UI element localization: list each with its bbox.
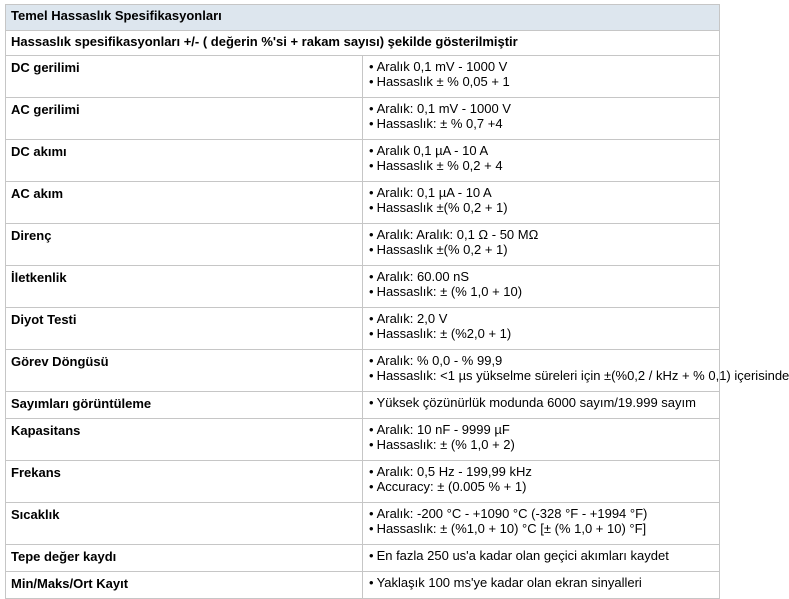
title-row — [6, 5, 720, 31]
spec-value — [363, 392, 720, 419]
spec-value-line: • En fazla 250 us'a kadar olan geçici akımları kaydet — [369, 548, 714, 563]
spec-value-line: • Aralık: 10 nF - 9999 µF — [369, 422, 714, 437]
spec-table — [5, 4, 789, 599]
spec-value — [363, 56, 720, 98]
table-row — [6, 266, 720, 308]
table-row — [6, 140, 720, 182]
spec-value — [363, 182, 720, 224]
table-row — [6, 461, 720, 503]
spec-label: Direnç — [6, 224, 363, 266]
spec-value-line: • Aralık: -200 °C - +1090 °C (-328 °F - +1994 °F) — [369, 506, 714, 521]
spec-value — [363, 419, 720, 461]
spec-label: DC akımı — [6, 140, 363, 182]
spec-value-line: • Aralık: 0,5 Hz - 199,99 kHz — [369, 464, 714, 479]
spec-value-line: • Aralık 0,1 µA - 10 A — [369, 143, 714, 158]
spec-label: AC gerilimi — [6, 98, 363, 140]
table-title: Temel Hassaslık Spesifikasyonları — [6, 5, 720, 31]
spec-value-line: • Aralık: Aralık: 0,1 Ω - 50 MΩ — [369, 227, 714, 242]
spec-label: Frekans — [6, 461, 363, 503]
spec-value-line: • Yüksek çözünürlük modunda 6000 sayım/19.999 sayım — [369, 395, 714, 410]
spec-value-line: • Hassaslık: <1 µs yükselme süreleri için ±(%0,2 / kHz + % 0,1) içerisinde — [369, 368, 714, 383]
spec-value-line: • Aralık: 0,1 µA - 10 A — [369, 185, 714, 200]
spec-label: Kapasitans — [6, 419, 363, 461]
spec-label: Diyot Testi — [6, 308, 363, 350]
spec-label: Min/Maks/Ort Kayıt — [6, 572, 363, 599]
spec-value-line: • Aralık: 2,0 V — [369, 311, 714, 326]
spec-value — [363, 572, 720, 599]
spec-value — [363, 350, 789, 392]
spec-label: DC gerilimi — [6, 56, 363, 98]
spec-value-line: • Hassaslık: ± (%2,0 + 1) — [369, 326, 714, 341]
spec-value-line: • Accuracy: ± (0.005 % + 1) — [369, 479, 714, 494]
spec-label: İletkenlik — [6, 266, 363, 308]
table-row — [6, 224, 720, 266]
spec-label: Sayımları görüntüleme — [6, 392, 363, 419]
spec-label: Tepe değer kaydı — [6, 545, 363, 572]
spec-label: Sıcaklık — [6, 503, 363, 545]
table-row — [6, 56, 720, 98]
spec-value — [363, 308, 720, 350]
table-subtitle: Hassaslık spesifikasyonları +/- ( değerin %'si + rakam sayısı) şekilde gösterilmiştir — [6, 31, 720, 56]
spec-value-line: • Hassaslık ± % 0,2 + 4 — [369, 158, 714, 173]
spec-value-line: • Hassaslık: ± (% 1,0 + 2) — [369, 437, 714, 452]
spec-value — [363, 224, 720, 266]
spec-value-line: • Hassaslık ± % 0,05 + 1 — [369, 74, 714, 89]
spec-value — [363, 461, 720, 503]
spec-label: Görev Döngüsü — [6, 350, 363, 392]
subtitle-row — [6, 31, 720, 56]
spec-value — [363, 140, 720, 182]
spec-value-line: • Hassaslık: ± (% 1,0 + 10) — [369, 284, 714, 299]
spec-value-line: • Hassaslık ±(% 0,2 + 1) — [369, 200, 714, 215]
spec-label: AC akım — [6, 182, 363, 224]
table-row — [6, 419, 720, 461]
spec-value-line: • Aralık: % 0,0 - % 99,9 — [369, 353, 714, 368]
spec-value-line: • Hassaslık: ± % 0,7 +4 — [369, 116, 714, 131]
spec-value — [363, 503, 720, 545]
table-row — [6, 98, 720, 140]
spec-value-line: • Yaklaşık 100 ms'ye kadar olan ekran sinyalleri — [369, 575, 714, 590]
spec-value-line: • Hassaslık ±(% 0,2 + 1) — [369, 242, 714, 257]
spec-value-line: • Aralık: 60.00 nS — [369, 269, 714, 284]
table-row — [6, 392, 720, 419]
spec-value — [363, 545, 720, 572]
table-row — [6, 503, 720, 545]
spec-value — [363, 266, 720, 308]
table-row — [6, 572, 720, 599]
table-row — [6, 545, 720, 572]
table-row — [6, 308, 720, 350]
spec-value-line: • Aralık 0,1 mV - 1000 V — [369, 59, 714, 74]
spec-table-body — [6, 5, 789, 599]
spec-value — [363, 98, 720, 140]
spec-value-line: • Aralık: 0,1 mV - 1000 V — [369, 101, 714, 116]
table-row — [6, 350, 720, 392]
spec-value-line: • Hassaslık: ± (%1,0 + 10) °C [± (% 1,0 + 10) °F] — [369, 521, 714, 536]
table-row — [6, 182, 720, 224]
